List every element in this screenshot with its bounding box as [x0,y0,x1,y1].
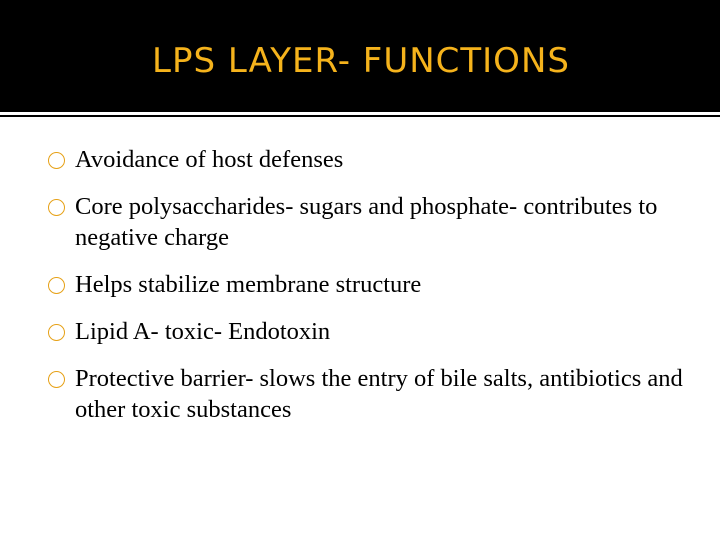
bullet-text: Protective barrier- slows the entry of bile salts, antibiotics and other toxic substances [75,365,683,423]
circle-outline-icon [48,199,65,216]
circle-outline-icon [48,371,65,388]
bullet-item [48,363,708,425]
bullet-text: Lipid A- toxic- Endotoxin [75,318,331,345]
title-bar [0,0,720,112]
title-divider [0,115,720,117]
circle-outline-icon [48,324,65,341]
circle-outline-icon [48,152,65,169]
bullet-item [48,144,708,175]
slide-title: LPS LAYER- FUNCTIONS [152,41,570,81]
bullet-item [48,269,708,300]
bullet-text: Avoidance of host defenses [75,146,344,173]
bullet-item [48,191,708,253]
bullet-text: Helps stabilize membrane structure [75,271,422,298]
bullet-item [48,316,708,347]
bullet-text: Core polysaccharides- sugars and phosphate- contributes to negative charge [75,193,658,251]
circle-outline-icon [48,277,65,294]
bullet-list [48,144,708,441]
